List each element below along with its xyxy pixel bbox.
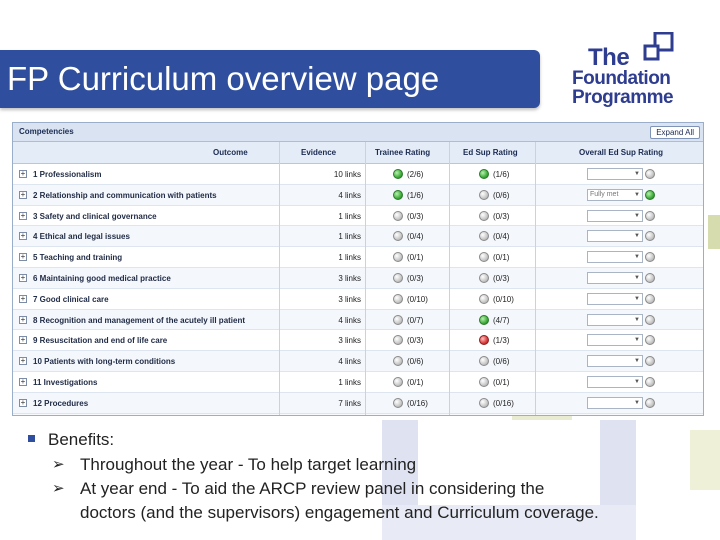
edsup-status-icon [479, 273, 489, 283]
edsup-rating: (0/6) [493, 190, 510, 200]
trainee-status-icon [393, 335, 403, 345]
expand-row-icon[interactable]: + [20, 376, 26, 386]
overall-rating-select[interactable] [587, 251, 643, 263]
trainee-rating: (0/3) [407, 336, 424, 346]
trainee-status-icon [393, 211, 403, 221]
trainee-rating: (0/3) [407, 273, 424, 283]
chevron-down-icon: ▼ [634, 212, 640, 219]
overall-rating-select[interactable] [587, 314, 643, 326]
table-row[interactable] [13, 310, 703, 331]
edsup-rating: (0/3) [493, 273, 510, 283]
expand-all-button[interactable]: Expand All [650, 126, 700, 139]
edsup-rating: (0/16) [493, 398, 514, 408]
edsup-rating: (0/10) [493, 294, 514, 304]
trainee-status-icon [393, 231, 403, 241]
column-divider [449, 142, 450, 415]
col-overall-edsup-rating[interactable]: Overall Ed Sup Rating [579, 148, 664, 157]
overall-status-icon [645, 356, 655, 366]
overall-status-icon [645, 211, 655, 221]
overall-status-icon [645, 273, 655, 283]
background-shape [690, 430, 720, 490]
square-bullet-icon [28, 435, 35, 442]
background-shape [708, 215, 720, 249]
overall-status-icon [645, 398, 655, 408]
edsup-rating: (0/1) [493, 253, 510, 263]
competency-name: 7 Good clinical care [33, 294, 109, 304]
table-row[interactable] [13, 226, 703, 247]
table-row[interactable] [13, 164, 703, 185]
competency-name: 8 Recognition and management of the acutely ill patient [33, 315, 246, 325]
table-row[interactable] [13, 372, 703, 393]
logo-text-programme: Programme [572, 87, 674, 108]
trainee-rating: (0/6) [407, 357, 424, 367]
overall-rating-select[interactable] [587, 334, 643, 346]
trainee-status-icon [393, 190, 403, 200]
logo-text-foundation: Foundation [572, 68, 671, 89]
chevron-down-icon: ▼ [634, 378, 640, 385]
edsup-rating: (1/6) [493, 170, 510, 179]
trainee-status-icon [393, 169, 403, 179]
table-row[interactable] [13, 247, 703, 268]
evidence-links[interactable]: 3 links [338, 336, 361, 346]
chevron-down-icon: ▼ [634, 399, 640, 406]
edsup-status-icon [479, 335, 489, 345]
table-row[interactable] [13, 330, 703, 351]
expand-row-icon[interactable]: + [20, 356, 26, 366]
competency-rows [13, 164, 703, 414]
competency-name: 5 Teaching and training [33, 253, 123, 263]
table-row[interactable] [13, 393, 703, 414]
expand-row-icon[interactable]: + [20, 293, 26, 303]
table-row[interactable] [13, 351, 703, 372]
expand-row-icon[interactable]: + [20, 231, 26, 241]
competency-name: 1 Professionalism [33, 170, 102, 179]
trainee-status-icon [393, 315, 403, 325]
competency-name: 12 Procedures [33, 398, 89, 408]
trainee-rating: (1/6) [407, 190, 424, 200]
chevron-down-icon: ▼ [634, 358, 640, 365]
edsup-status-icon [479, 377, 489, 387]
competency-name: 6 Maintaining good medical practice [33, 273, 171, 283]
evidence-links[interactable]: 3 links [338, 294, 361, 304]
trainee-rating: (0/3) [407, 211, 424, 221]
column-divider [279, 142, 280, 415]
chevron-down-icon: ▼ [634, 295, 640, 302]
competency-name: 4 Ethical and legal issues [33, 232, 130, 242]
overall-rating-select[interactable] [587, 293, 643, 305]
chevron-down-icon: ▼ [634, 171, 640, 177]
col-evidence[interactable]: Evidence [301, 148, 337, 157]
competencies-panel [12, 122, 704, 416]
overall-status-icon [645, 190, 655, 200]
competency-name: 2 Relationship and communication with patients [33, 190, 217, 200]
trainee-status-icon [393, 252, 403, 262]
table-row[interactable] [13, 185, 703, 206]
edsup-rating: (1/3) [493, 336, 510, 346]
expand-row-icon[interactable]: + [20, 272, 26, 282]
overall-status-icon [645, 231, 655, 241]
chevron-down-icon: ▼ [634, 274, 640, 281]
column-divider [535, 142, 536, 415]
benefit-text: Throughout the year - To help target learning [80, 455, 417, 474]
chevron-down-icon: ▼ [634, 316, 640, 323]
trainee-rating: (0/1) [407, 377, 424, 387]
title-banner [0, 50, 540, 108]
trainee-rating: (0/7) [407, 315, 424, 325]
edsup-rating: (0/6) [493, 357, 510, 367]
trainee-status-icon [393, 294, 403, 304]
overall-status-icon [645, 252, 655, 262]
table-row[interactable] [13, 289, 703, 310]
evidence-links[interactable]: 10 links [333, 170, 361, 179]
expand-row-icon[interactable]: + [20, 397, 26, 407]
evidence-links[interactable]: 4 links [338, 190, 361, 200]
evidence-links[interactable]: 4 links [338, 357, 361, 367]
trainee-rating: (0/16) [407, 398, 428, 408]
evidence-links[interactable]: 1 links [338, 377, 361, 387]
evidence-links[interactable]: 7 links [338, 398, 361, 408]
edsup-status-icon [479, 211, 489, 221]
chevron-down-icon: ▼ [634, 254, 640, 261]
trainee-rating: (0/10) [407, 294, 428, 304]
arrow-bullet-icon: ➢ [52, 480, 65, 497]
benefits-label: Benefits: [48, 430, 115, 449]
expand-row-icon[interactable]: + [20, 252, 26, 262]
evidence-links[interactable]: 3 links [338, 273, 361, 283]
trainee-status-icon [393, 377, 403, 387]
column-headers [13, 142, 703, 164]
evidence-links[interactable]: 4 links [338, 315, 361, 325]
trainee-rating: (0/4) [407, 232, 424, 242]
trainee-status-icon [393, 398, 403, 408]
table-row[interactable] [13, 268, 703, 289]
trainee-rating: (2/6) [407, 170, 424, 179]
expand-row-icon[interactable]: + [20, 169, 26, 178]
chevron-down-icon: ▼ [634, 233, 640, 240]
overall-status-icon [645, 294, 655, 304]
expand-row-icon[interactable]: + [20, 189, 26, 199]
chevron-down-icon: ▼ [634, 191, 640, 198]
benefit-text: At year end - To aid the ARCP review panel in considering the [80, 479, 545, 498]
expand-row-icon[interactable]: + [20, 314, 26, 324]
edsup-rating: (0/3) [493, 211, 510, 221]
edsup-rating: (4/7) [493, 315, 510, 325]
evidence-links[interactable]: 1 links [338, 232, 361, 242]
edsup-status-icon [479, 315, 489, 325]
overall-rating-select[interactable] [587, 272, 643, 284]
edsup-status-icon [479, 294, 489, 304]
panel-title: Competencies [19, 127, 74, 136]
benefit-text-continued: doctors (and the supervisors) engagement and Curriculum coverage. [80, 503, 599, 522]
logo-text-the: The [588, 44, 630, 71]
column-divider [365, 142, 366, 415]
edsup-status-icon [479, 356, 489, 366]
table-row[interactable] [13, 206, 703, 227]
col-outcome[interactable]: Outcome [213, 148, 248, 157]
evidence-links[interactable]: 1 links [338, 211, 361, 221]
overall-status-icon [645, 169, 655, 179]
overall-rating-select[interactable] [587, 189, 643, 201]
competency-name: 11 Investigations [33, 377, 98, 387]
col-edsup-rating[interactable]: Ed Sup Rating [463, 148, 518, 157]
overall-rating-select[interactable] [587, 376, 643, 388]
expand-row-icon[interactable]: + [20, 335, 26, 345]
edsup-status-icon [479, 190, 489, 200]
overall-status-icon [645, 315, 655, 325]
overall-rating-select[interactable] [587, 230, 643, 242]
evidence-links[interactable]: 1 links [338, 253, 361, 263]
overall-rating-value: Fully met [590, 190, 619, 198]
overall-status-icon [645, 377, 655, 387]
edsup-rating: (0/4) [493, 232, 510, 242]
logo-squares-icon [642, 32, 676, 64]
competency-name: 9 Resuscitation and end of life care [33, 336, 168, 346]
overall-rating-select[interactable] [587, 168, 643, 180]
trainee-status-icon [393, 356, 403, 366]
foundation-programme-logo [570, 28, 700, 112]
panel-header [13, 123, 703, 142]
col-trainee-rating[interactable]: Trainee Rating [375, 148, 431, 157]
competency-name: 10 Patients with long-term conditions [33, 357, 176, 367]
edsup-status-icon [479, 231, 489, 241]
edsup-status-icon [479, 398, 489, 408]
trainee-status-icon [393, 273, 403, 283]
expand-row-icon[interactable]: + [20, 210, 26, 220]
arrow-bullet-icon: ➢ [52, 456, 65, 473]
overall-rating-select[interactable] [587, 210, 643, 222]
competency-name: 3 Safety and clinical governance [33, 211, 157, 221]
edsup-rating: (0/1) [493, 377, 510, 387]
edsup-status-icon [479, 252, 489, 262]
chevron-down-icon: ▼ [634, 337, 640, 344]
edsup-status-icon [479, 169, 489, 179]
overall-rating-select[interactable] [587, 355, 643, 367]
trainee-rating: (0/1) [407, 253, 424, 263]
overall-status-icon [645, 335, 655, 345]
overall-rating-select[interactable] [587, 397, 643, 409]
page-title: FP Curriculum overview page [7, 60, 440, 97]
